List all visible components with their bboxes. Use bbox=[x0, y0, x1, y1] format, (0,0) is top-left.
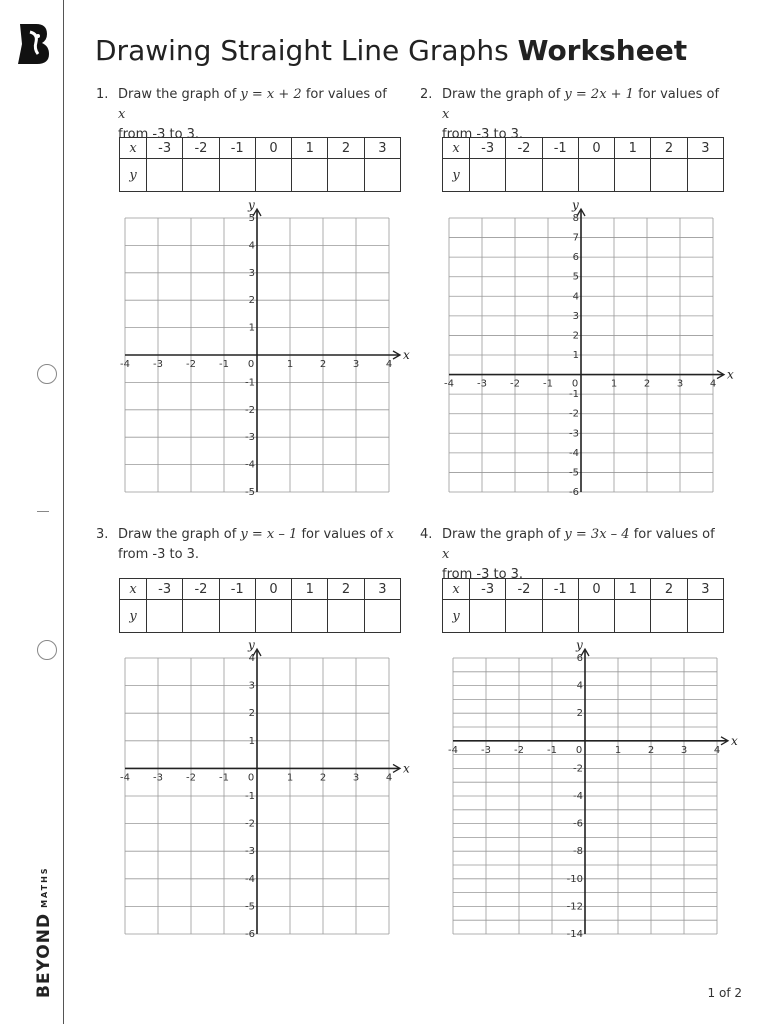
y-answer-cell[interactable] bbox=[255, 159, 291, 192]
x-axis-label: x bbox=[403, 761, 410, 776]
y-answer-cell[interactable] bbox=[364, 159, 400, 192]
x-value-cell: -3 bbox=[470, 138, 506, 159]
y-tick-label: 2 bbox=[248, 708, 255, 720]
y-header-cell: y bbox=[443, 159, 470, 192]
margin-line bbox=[63, 0, 64, 1024]
y-tick-label: 1 bbox=[248, 735, 255, 747]
question-range: from -3 to 3. bbox=[118, 547, 200, 562]
x-tick-label: -1 bbox=[219, 772, 229, 784]
y-tick-label: 1 bbox=[572, 350, 579, 361]
y-tick-label: -1 bbox=[569, 389, 579, 401]
x-tick-label: -1 bbox=[543, 378, 553, 390]
x-axis-label: x bbox=[403, 348, 410, 362]
y-tick-label: 8 bbox=[572, 213, 579, 224]
y-answer-cell[interactable] bbox=[506, 159, 542, 192]
fold-mark bbox=[37, 511, 49, 512]
x-tick-label: 1 bbox=[610, 378, 618, 390]
x-value-cell: 2 bbox=[328, 579, 364, 600]
x-tick-label: -4 bbox=[448, 744, 458, 756]
y-tick-label: 3 bbox=[248, 267, 255, 279]
variable: x bbox=[118, 107, 126, 122]
x-tick-label: 2 bbox=[643, 378, 651, 390]
equation: y = x + 2 bbox=[240, 87, 302, 102]
y-tick-label: 2 bbox=[572, 330, 579, 342]
y-tick-label: -5 bbox=[245, 487, 255, 498]
y-tick-label: 4 bbox=[572, 291, 579, 303]
x-tick-label: -2 bbox=[510, 378, 520, 390]
y-tick-label: 7 bbox=[572, 232, 579, 244]
value-table-2 bbox=[442, 137, 724, 192]
x-value-cell: -2 bbox=[183, 138, 219, 159]
y-tick-label: -6 bbox=[573, 818, 583, 830]
y-tick-label: -3 bbox=[569, 428, 579, 440]
y-answer-cell[interactable] bbox=[470, 600, 506, 633]
x-tick-label: 4 bbox=[385, 772, 393, 784]
x-value-cell: 1 bbox=[292, 138, 328, 159]
x-value-cell: -2 bbox=[183, 579, 219, 600]
x-tick-label: 3 bbox=[680, 744, 688, 756]
question-number: 4. bbox=[420, 527, 433, 542]
x-value-cell: 2 bbox=[651, 579, 687, 600]
y-answer-cell[interactable] bbox=[255, 600, 291, 633]
x-tick-label: 3 bbox=[676, 378, 684, 390]
y-tick-label: -2 bbox=[245, 404, 255, 416]
x-axis-label: x bbox=[727, 367, 734, 382]
y-answer-cell[interactable] bbox=[651, 159, 687, 192]
x-header-cell: x bbox=[443, 138, 470, 159]
x-tick-label: -1 bbox=[219, 359, 229, 370]
x-value-cell: 2 bbox=[328, 138, 364, 159]
origin-label: 0 bbox=[575, 744, 583, 756]
x-value-cell: 2 bbox=[651, 138, 687, 159]
question-mid: for values of bbox=[633, 527, 715, 542]
y-answer-cell[interactable] bbox=[506, 600, 542, 633]
y-tick-label: -4 bbox=[569, 447, 579, 459]
x-tick-label: 4 bbox=[709, 378, 717, 390]
question-mid: for values of bbox=[305, 87, 387, 102]
x-value-cell: 3 bbox=[364, 579, 400, 600]
x-tick-label: -3 bbox=[477, 378, 487, 390]
y-tick-label: 1 bbox=[248, 322, 255, 334]
question-range: from -3 to 3. bbox=[442, 127, 524, 142]
x-tick-label: 4 bbox=[385, 359, 393, 370]
beyond-logo-icon bbox=[16, 22, 50, 66]
brand-name: BEYOND bbox=[34, 912, 54, 998]
y-tick-label: -2 bbox=[245, 818, 255, 830]
y-answer-cell[interactable] bbox=[183, 600, 219, 633]
x-tick-label: -4 bbox=[444, 378, 454, 390]
question-mid: for values of bbox=[301, 527, 383, 542]
equation: y = x – 1 bbox=[240, 527, 298, 542]
x-value-cell: -3 bbox=[470, 579, 506, 600]
y-tick-label: -1 bbox=[245, 791, 255, 802]
y-answer-cell[interactable] bbox=[147, 600, 183, 633]
y-answer-cell[interactable] bbox=[328, 600, 364, 633]
x-tick-label: 2 bbox=[319, 359, 327, 370]
y-tick-label: -5 bbox=[569, 467, 579, 479]
y-tick-label: 5 bbox=[248, 213, 255, 224]
question-pre: Draw the graph of bbox=[118, 527, 237, 542]
page-number: 1 of 2 bbox=[707, 986, 742, 1000]
variable: x bbox=[442, 107, 450, 122]
coordinate-grid-3[interactable] bbox=[110, 638, 410, 938]
x-value-cell: -1 bbox=[542, 579, 578, 600]
equation: y = 3x – 4 bbox=[564, 527, 630, 542]
x-value-cell: 3 bbox=[687, 138, 723, 159]
y-tick-label: -2 bbox=[569, 408, 579, 420]
y-tick-label: 3 bbox=[248, 680, 255, 692]
x-tick-label: -3 bbox=[153, 772, 163, 784]
x-value-cell: -3 bbox=[147, 579, 183, 600]
x-tick-label: -3 bbox=[153, 359, 163, 370]
y-axis-label: y bbox=[572, 198, 579, 212]
y-tick-label: 3 bbox=[572, 310, 579, 322]
y-axis-label: y bbox=[576, 638, 583, 652]
brand-subname: MATHS bbox=[40, 866, 49, 908]
y-tick-label: -4 bbox=[245, 459, 255, 471]
question-number: 1. bbox=[96, 87, 109, 102]
question-mid: for values of bbox=[638, 87, 720, 102]
y-tick-label: 4 bbox=[248, 240, 255, 252]
title-bold: Worksheet bbox=[517, 34, 688, 67]
question-pre: Draw the graph of bbox=[442, 87, 561, 102]
x-value-cell: -1 bbox=[219, 579, 255, 600]
y-tick-label: 6 bbox=[572, 252, 579, 264]
x-tick-label: 1 bbox=[286, 772, 294, 784]
question-range: from -3 to 3. bbox=[118, 127, 200, 142]
y-answer-cell[interactable] bbox=[578, 600, 614, 633]
y-axis-label: y bbox=[248, 198, 255, 212]
coordinate-grid-4[interactable] bbox=[438, 638, 738, 938]
x-value-cell: 3 bbox=[364, 138, 400, 159]
y-answer-cell[interactable] bbox=[615, 159, 651, 192]
y-tick-label: -14 bbox=[566, 929, 583, 940]
equation: y = 2x + 1 bbox=[564, 87, 634, 102]
y-answer-cell[interactable] bbox=[364, 600, 400, 633]
y-tick-label: 4 bbox=[576, 680, 583, 692]
x-tick-label: -1 bbox=[547, 744, 557, 756]
value-table-3 bbox=[119, 578, 401, 633]
variable: x bbox=[386, 527, 394, 542]
x-value-cell: -1 bbox=[542, 138, 578, 159]
x-tick-label: 4 bbox=[713, 744, 721, 756]
y-answer-cell[interactable] bbox=[292, 600, 328, 633]
y-tick-label: -8 bbox=[573, 846, 583, 858]
x-value-cell: 0 bbox=[255, 138, 291, 159]
y-answer-cell[interactable] bbox=[470, 159, 506, 192]
x-value-cell: -1 bbox=[219, 138, 255, 159]
question-pre: Draw the graph of bbox=[118, 87, 237, 102]
x-tick-label: -3 bbox=[481, 744, 491, 756]
title-main: Drawing Straight Line Graphs bbox=[95, 34, 509, 67]
y-answer-cell[interactable] bbox=[219, 600, 255, 633]
y-answer-cell[interactable] bbox=[687, 600, 723, 633]
x-tick-label: -2 bbox=[186, 772, 196, 784]
value-table-1 bbox=[119, 137, 401, 192]
x-tick-label: 3 bbox=[352, 359, 360, 370]
y-answer-cell[interactable] bbox=[615, 600, 651, 633]
y-tick-label: -6 bbox=[245, 929, 255, 940]
y-answer-cell[interactable] bbox=[578, 159, 614, 192]
x-header-cell: x bbox=[120, 579, 147, 600]
y-answer-cell[interactable] bbox=[542, 159, 578, 192]
x-header-cell: x bbox=[443, 579, 470, 600]
x-tick-label: 2 bbox=[319, 772, 327, 784]
x-axis-label: x bbox=[731, 733, 738, 748]
y-header-cell: y bbox=[120, 600, 147, 633]
y-tick-label: 4 bbox=[248, 653, 255, 664]
x-value-cell: 1 bbox=[292, 579, 328, 600]
y-tick-label: -5 bbox=[245, 901, 255, 913]
origin-label: 0 bbox=[247, 772, 255, 784]
y-tick-label: -3 bbox=[245, 432, 255, 444]
question-pre: Draw the graph of bbox=[442, 527, 561, 542]
brand-mark bbox=[6, 862, 62, 1002]
variable: x bbox=[442, 547, 450, 562]
y-tick-label: 2 bbox=[248, 295, 255, 307]
x-value-cell: -2 bbox=[506, 138, 542, 159]
y-answer-cell[interactable] bbox=[183, 159, 219, 192]
question-number: 3. bbox=[96, 527, 109, 542]
y-tick-label: -10 bbox=[566, 873, 583, 885]
x-tick-label: 1 bbox=[286, 359, 294, 370]
y-answer-cell[interactable] bbox=[292, 159, 328, 192]
y-header-cell: y bbox=[443, 600, 470, 633]
x-header-cell: x bbox=[120, 138, 147, 159]
x-value-cell: 0 bbox=[578, 138, 614, 159]
x-value-cell: 1 bbox=[615, 579, 651, 600]
y-tick-label: -4 bbox=[245, 873, 255, 885]
x-tick-label: -2 bbox=[514, 744, 524, 756]
y-tick-label: -1 bbox=[245, 377, 255, 389]
question-range: from -3 to 3. bbox=[442, 567, 524, 582]
y-tick-label: 5 bbox=[572, 271, 579, 283]
y-tick-label: -4 bbox=[573, 791, 583, 802]
x-value-cell: 3 bbox=[687, 579, 723, 600]
x-tick-label: 3 bbox=[352, 772, 360, 784]
y-tick-label: 2 bbox=[576, 708, 583, 720]
origin-label: 0 bbox=[571, 378, 579, 390]
page-title bbox=[95, 34, 687, 67]
y-tick-label: -3 bbox=[245, 846, 255, 858]
x-tick-label: -4 bbox=[120, 359, 130, 370]
y-tick-label: -12 bbox=[566, 901, 583, 913]
question-number: 2. bbox=[420, 87, 433, 102]
y-answer-cell[interactable] bbox=[147, 159, 183, 192]
x-value-cell: 0 bbox=[578, 579, 614, 600]
punch-hole-bottom bbox=[37, 640, 57, 660]
x-value-cell: -2 bbox=[506, 579, 542, 600]
y-answer-cell[interactable] bbox=[219, 159, 255, 192]
coordinate-grid-2[interactable] bbox=[434, 198, 734, 498]
y-answer-cell[interactable] bbox=[328, 159, 364, 192]
x-value-cell: -3 bbox=[147, 138, 183, 159]
value-table-4 bbox=[442, 578, 724, 633]
y-tick-label: -6 bbox=[569, 487, 579, 498]
punch-hole-top bbox=[37, 364, 57, 384]
y-tick-label: 6 bbox=[576, 653, 583, 664]
x-tick-label: 1 bbox=[614, 744, 622, 756]
x-value-cell: 1 bbox=[615, 138, 651, 159]
y-answer-cell[interactable] bbox=[651, 600, 687, 633]
origin-label: 0 bbox=[247, 359, 255, 370]
x-tick-label: -2 bbox=[186, 359, 196, 370]
y-header-cell: y bbox=[120, 159, 147, 192]
y-tick-label: -2 bbox=[573, 763, 583, 775]
y-answer-cell[interactable] bbox=[542, 600, 578, 633]
y-answer-cell[interactable] bbox=[687, 159, 723, 192]
y-axis-label: y bbox=[248, 638, 255, 652]
x-value-cell: 0 bbox=[255, 579, 291, 600]
x-tick-label: -4 bbox=[120, 772, 130, 784]
coordinate-grid-1[interactable] bbox=[110, 198, 410, 498]
x-tick-label: 2 bbox=[647, 744, 655, 756]
